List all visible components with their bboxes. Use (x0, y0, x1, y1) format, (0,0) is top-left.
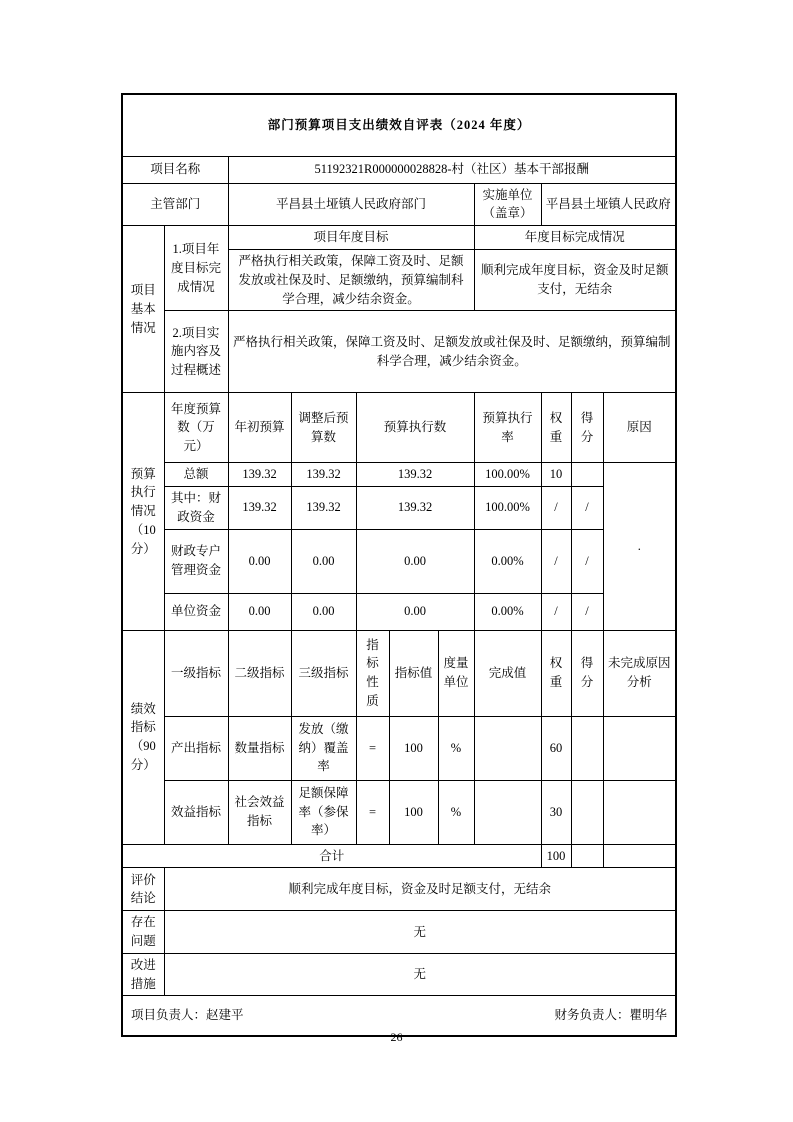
budget-row-special-account (122, 529, 676, 593)
total-weight: 100 (541, 844, 571, 868)
budget-total-adjusted: 139.32 (291, 463, 356, 487)
improvements-text: 无 (164, 953, 676, 996)
budget-row-fiscal (122, 487, 676, 530)
total-label: 合计 (122, 844, 541, 868)
problems-text: 无 (164, 911, 676, 954)
budget-total-initial: 139.32 (228, 463, 291, 487)
perf-output-score (571, 716, 603, 780)
performance-section-label: 绩效指标（90分） (122, 630, 164, 844)
project-name-value: 51192321R000000028828-村（社区）基本干部报酬 (228, 156, 676, 183)
dept-label: 主管部门 (122, 183, 228, 226)
perf-output-unit: % (438, 716, 474, 780)
budget-header-score: 得分 (571, 393, 603, 463)
perf-header-weight: 权重 (541, 630, 571, 716)
perf-header-nature: 指标性质 (356, 630, 389, 716)
budget-header-reason: 原因 (603, 393, 676, 463)
budget-special-adjusted: 0.00 (291, 529, 356, 593)
budget-unit-rate: 0.00% (474, 593, 541, 630)
budget-unit-name: 单位资金 (164, 593, 228, 630)
budget-fiscal-executed: 139.32 (356, 487, 474, 530)
perf-row-output (122, 716, 676, 780)
budget-special-executed: 0.00 (356, 529, 474, 593)
budget-fiscal-name: 其中：财政资金 (164, 487, 228, 530)
basic-section-label: 项目基本情况 (122, 226, 164, 393)
perf-output-analysis (603, 716, 676, 780)
budget-fiscal-score: / (571, 487, 603, 530)
budget-special-score: / (571, 529, 603, 593)
impl-unit-label: 实施单位（盖章） (474, 183, 541, 226)
perf-benefit-nature: = (356, 780, 389, 844)
budget-special-initial: 0.00 (228, 529, 291, 593)
perf-header-completed: 完成值 (474, 630, 541, 716)
basic-sub2-text: 严格执行相关政策，保障工资及时、足额发放或社保及时、足额缴纳，预算编制科学合理，减少结余资金。 (228, 311, 676, 393)
perf-benefit-weight: 30 (541, 780, 571, 844)
perf-benefit-level1: 效益指标 (164, 780, 228, 844)
perf-header-level3: 三级指标 (291, 630, 356, 716)
improvements-label: 改进措施 (122, 953, 164, 996)
budget-total-score (571, 463, 603, 487)
conclusion-text: 顺利完成年度目标，资金及时足额支付，无结余 (164, 868, 676, 911)
budget-total-weight: 10 (541, 463, 571, 487)
budget-row-unit-funds (122, 593, 676, 630)
perf-header-analysis: 未完成原因分析 (603, 630, 676, 716)
budget-unit-adjusted: 0.00 (291, 593, 356, 630)
goal-completion-text: 顺利完成年度目标，资金及时足额支付，无结余 (474, 250, 676, 311)
perf-benefit-completed (474, 780, 541, 844)
total-score (571, 844, 603, 868)
perf-benefit-score (571, 780, 603, 844)
budget-section-label: 预算执行情况（10分） (122, 393, 164, 630)
self-evaluation-table (121, 93, 677, 1037)
page-number: 26 (390, 1030, 403, 1044)
budget-total-name: 总额 (164, 463, 228, 487)
perf-output-value: 100 (389, 716, 438, 780)
perf-row-benefit (122, 780, 676, 844)
perf-benefit-level2: 社会效益指标 (228, 780, 291, 844)
budget-header-executed: 预算执行数 (356, 393, 474, 463)
budget-header-weight: 权重 (541, 393, 571, 463)
dept-value: 平昌县土垭镇人民政府部门 (228, 183, 474, 226)
budget-total-rate: 100.00% (474, 463, 541, 487)
perf-header-level1: 一级指标 (164, 630, 228, 716)
annual-goal-header: 项目年度目标 (228, 226, 474, 250)
budget-header-annual: 年度预算数（万元） (164, 393, 228, 463)
annual-goal-text: 严格执行相关政策，保障工资及时、足额发放或社保及时、足额缴纳，预算编制科学合理，减少结余资金。 (228, 250, 474, 311)
budget-unit-weight: / (541, 593, 571, 630)
budget-fiscal-initial: 139.32 (228, 487, 291, 530)
budget-fiscal-rate: 100.00% (474, 487, 541, 530)
budget-row-total (122, 463, 676, 487)
project-manager: 项目负责人：赵建平 (131, 1008, 244, 1023)
finance-manager: 财务负责人：瞿明华 (554, 1008, 668, 1023)
basic-sub2-label: 2.项目实施内容及过程概述 (164, 311, 228, 393)
perf-header-value: 指标值 (389, 630, 438, 716)
budget-fiscal-adjusted: 139.32 (291, 487, 356, 530)
budget-special-name: 财政专户管理资金 (164, 529, 228, 593)
budget-unit-initial: 0.00 (228, 593, 291, 630)
total-analysis (603, 844, 676, 868)
problems-label: 存在问题 (122, 911, 164, 954)
budget-header-rate: 预算执行率 (474, 393, 541, 463)
perf-benefit-analysis (603, 780, 676, 844)
budget-special-rate: 0.00% (474, 529, 541, 593)
budget-unit-score: / (571, 593, 603, 630)
budget-header-initial: 年初预算 (228, 393, 291, 463)
perf-benefit-unit: % (438, 780, 474, 844)
project-name-label: 项目名称 (122, 156, 228, 183)
total-row (122, 844, 676, 868)
budget-fiscal-weight: / (541, 487, 571, 530)
impl-unit-value: 平昌县土垭镇人民政府 (541, 183, 676, 226)
perf-benefit-level3: 足额保障率（参保率） (291, 780, 356, 844)
document-title: 部门预算项目支出绩效自评表（2024 年度） (122, 94, 676, 156)
budget-total-executed: 139.32 (356, 463, 474, 487)
perf-output-level3: 发放（缴纳）覆盖率 (291, 716, 356, 780)
perf-output-completed (474, 716, 541, 780)
perf-benefit-value: 100 (389, 780, 438, 844)
perf-output-level2: 数量指标 (228, 716, 291, 780)
perf-header-score: 得分 (571, 630, 603, 716)
budget-header-adjusted: 调整后预算数 (291, 393, 356, 463)
perf-header-level2: 二级指标 (228, 630, 291, 716)
perf-output-nature: = (356, 716, 389, 780)
goal-completion-header: 年度目标完成情况 (474, 226, 676, 250)
perf-header-unit: 度量单位 (438, 630, 474, 716)
budget-special-weight: / (541, 529, 571, 593)
perf-output-weight: 60 (541, 716, 571, 780)
budget-unit-executed: 0.00 (356, 593, 474, 630)
budget-reason-cell: . (603, 463, 676, 630)
perf-output-level1: 产出指标 (164, 716, 228, 780)
conclusion-label: 评价结论 (122, 868, 164, 911)
basic-sub1-label: 1.项目年度目标完成情况 (164, 226, 228, 311)
